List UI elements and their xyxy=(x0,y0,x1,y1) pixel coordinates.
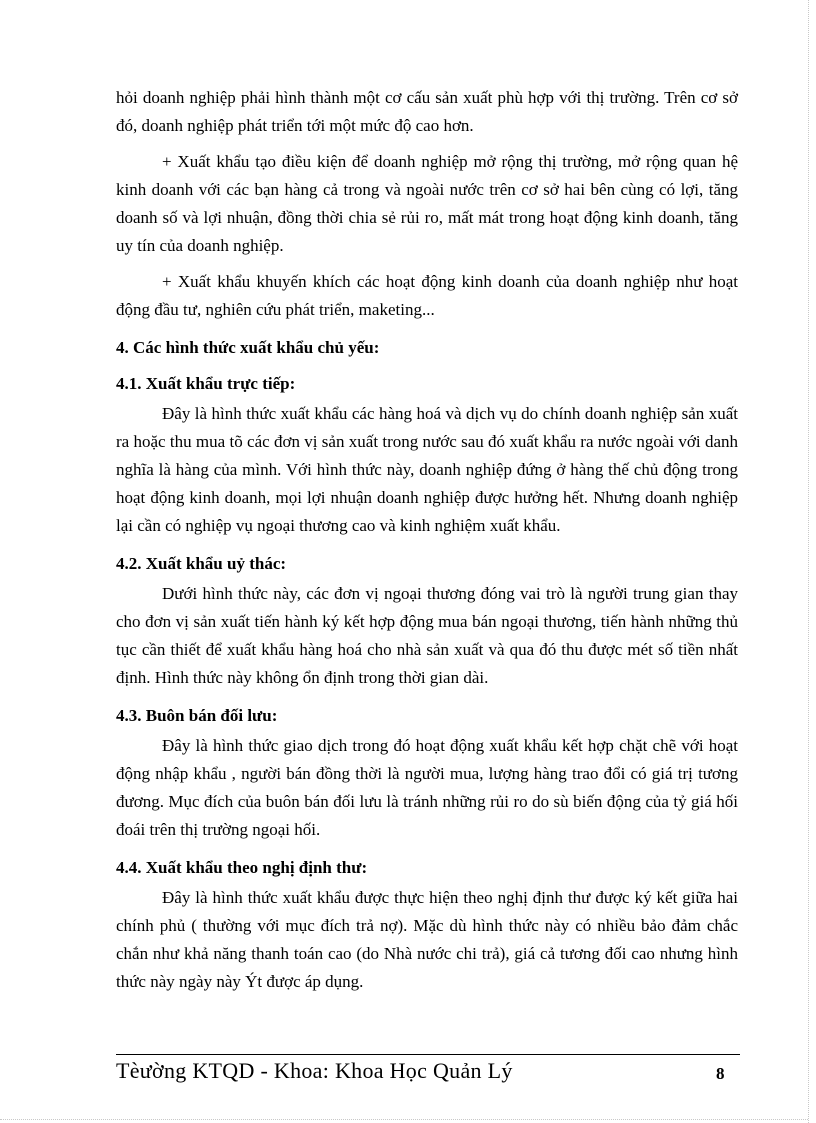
paragraph-entrusted-export: Dưới hình thức này, các đơn vị ngoại thương đóng vai trò là người trung gian thay cho đơn vị sản xuất tiến hành ký kết hợp động mua bán ngoại thương, tiến hành những thủ tục cần thiết để xuất khẩu hàng hoá cho nhà sản xuất và qua đó thu được mét số tiền nhất định. Hình thức này không ổn định trong thời gian dài. xyxy=(116,584,738,687)
subsection-heading-direct-export: 4.1. Xuất khẩu trực tiếp: xyxy=(116,374,296,393)
subsection-heading-protocol-export: 4.4. Xuất khẩu theo nghị định thư: xyxy=(116,858,368,877)
section-heading-export-forms: 4. Các hình thức xuất khẩu chủ yếu: xyxy=(116,338,380,357)
subsection-heading-counter-trade: 4.3. Buôn bán đối lưu: xyxy=(116,706,278,725)
subsection-heading-entrusted-export: 4.2. Xuất khẩu uỷ thác: xyxy=(116,554,287,573)
document-body xyxy=(116,84,738,1004)
page-border-right xyxy=(808,0,809,1123)
footer-divider xyxy=(116,1054,740,1055)
paragraph-market-expansion: + Xuất khẩu tạo điều kiện để doanh nghiệp mở rộng thị trường, mở rộng quan hệ kinh doanh với các bạn hàng cả trong và ngoài nước trên cơ sở hai bên cùng có lợi, tăng doanh số và lợi nhuận, đồng thời chia sẻ rủi ro, mất mát trong hoạt động kinh doanh, tăng uy tín của doanh nghiệp. xyxy=(116,152,738,255)
paragraph-direct-export: Đây là hình thức xuất khẩu các hàng hoá và dịch vụ do chính doanh nghiệp sản xuất ra hoặc thu mua tõ các đơn vị sản xuất trong nước sau đó xuất khẩu ra nước ngoài với danh nghĩa là hàng của mình. Với hình thức này, doanh nghiệp đứng ở hàng thế chủ động trong hoạt động kinh doanh, mọi lợi nhuận doanh nghiệp được hưởng hết. Nhưng doanh nghiệp lại cần có nghiệp vụ ngoại thương cao và kinh nghiệm xuất khẩu. xyxy=(116,404,738,535)
paragraph-counter-trade: Đây là hình thức giao dịch trong đó hoạt động xuất khẩu kết hợp chặt chẽ với hoạt động nhập khẩu , người bán đồng thời là người mua, lượng hàng trao đổi có giá trị tương đương. Mục đích của buôn bán đối lưu là tránh những rủi ro do sù biến động của tỷ giá hối đoái trên thị trường ngoại hối. xyxy=(116,736,738,839)
page-border-bottom xyxy=(0,1119,808,1120)
page-number: 8 xyxy=(716,1064,725,1083)
footer-school-name: Tèường KTQD - Khoa: Khoa Học Quản Lý xyxy=(116,1058,513,1083)
paragraph-intro-continuation: hỏi doanh nghiệp phải hình thành một cơ cấu sản xuất phù hợp với thị trường. Trên cơ sở đó, doanh nghiệp phát triển tới một mức độ cao hơn. xyxy=(116,88,738,135)
paragraph-protocol-export: Đây là hình thức xuất khẩu được thực hiện theo nghị định thư được ký kết giữa hai chính phủ ( thường với mục đích trả nợ). Mặc dù hình thức này có nhiều bảo đảm chắc chắn như khả năng thanh toán cao (do Nhà nước chi trả), giá cả tương đối cao nhưng hình thức này ngày này Ýt được áp dụng. xyxy=(116,888,738,991)
paragraph-business-activities: + Xuất khẩu khuyến khích các hoạt động kinh doanh của doanh nghiệp như hoạt động đầu tư, nghiên cứu phát triển, maketing... xyxy=(116,272,738,319)
